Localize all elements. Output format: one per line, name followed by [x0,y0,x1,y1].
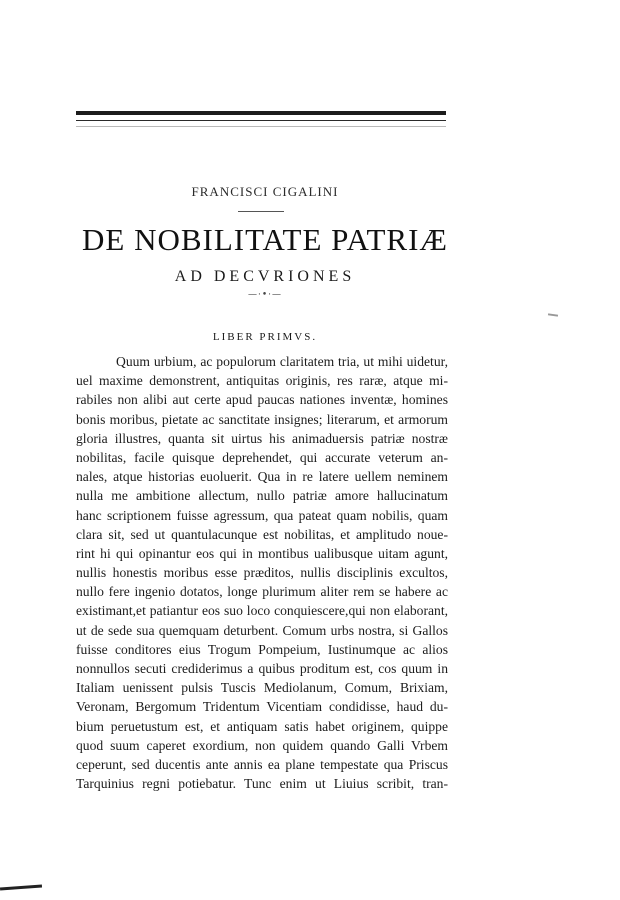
page-subtitle: AD DECVRIONES [174,268,356,285]
text-line: gloria illustres, quanta sit uirtus his animaduersis patriæ nostræ [76,430,448,446]
text-line: nullo fere ingenio dotatos, longe plurimum aliter rem se habere ac [76,584,448,600]
section-heading: LIBER PRIMVS. [212,331,318,343]
text-line: Veronam, Bergomum Tridentum Vicentiam condidisse, haud du- [76,699,448,715]
text-line: clara sit, sed ut quantulacunque est nobilitas, et amplitudo noue- [76,526,448,542]
margin-mark [548,313,558,316]
text-line: Quum urbium, ac populorum claritatem tria, ut mihi uidetur, [116,354,448,369]
text-line: uel maxime demonstrent, antiquitas originis, res raræ, atque mi- [76,373,448,389]
header-rule-thick [76,111,446,115]
text-line: nobilitas, facile quisque deprehendet, qui accurate veterum an- [76,449,448,465]
text-line: hanc scriptionem fuisse agressum, qua pateat quam nobilis, quam [76,507,448,523]
text-line: ut de sede sua quemquam deturbent. Comum urbs nostra, si Gallos [76,622,448,638]
text-line: existimant,et patiantur eos suo loco conquiescere,qui non elaborant, [76,603,448,619]
author-name: FRANCISCI CIGALINI [191,184,339,199]
body-text [76,352,448,793]
text-line: bonis moribus, pietate ac sanctitate insignes; literarum, et armorum [76,411,448,427]
text-line: nales, atque historias euoluerit. Qua in re latere uellem neminem [76,469,448,485]
header-rule-faint [76,126,446,127]
text-line: quod suum caperet exordium, non quidem quando Galli Vrbem [76,737,448,753]
page-title: DE NOBILITATE PATRIÆ [82,222,448,257]
ornament-divider: —·•·— [247,290,283,300]
text-line: Tarquinius regni potiebatur. Tunc enim ut Liuius scribit, tran- [76,776,448,792]
text-line: nullis honestis moribus esse præditos, nullis disciplinis excultos, [76,565,448,581]
text-line: fuisse conditores eius Trogum Pompeium, Iustinumque ac alios [76,641,448,657]
text-line: bium peruetustum est, et antiquam satis habet originem, quippe [76,718,448,734]
corner-mark [0,885,42,891]
author-underline [238,211,284,212]
text-line: nonnullos secuti crediderimus a quibus proditum est, cos quum in [76,661,448,676]
text-line: rabiles non alibi aut certe apud paucas nationes inventæ, homines [76,392,448,408]
text-line: rint hi qui opinantur eos qui in montibus ualibusque uitam agunt, [76,545,448,561]
text-line: ceperunt, sed ducentis ante annis ea plane tempestate qua Priscus [76,756,448,772]
header-rule-thin [76,120,446,121]
text-line: Italiam uenissent pulsis Tuscis Mediolanum, Comum, Brixiam, [76,680,448,696]
text-line: nulla me ambitione allectum, nullo patriæ amore hallucinatum [76,488,448,504]
